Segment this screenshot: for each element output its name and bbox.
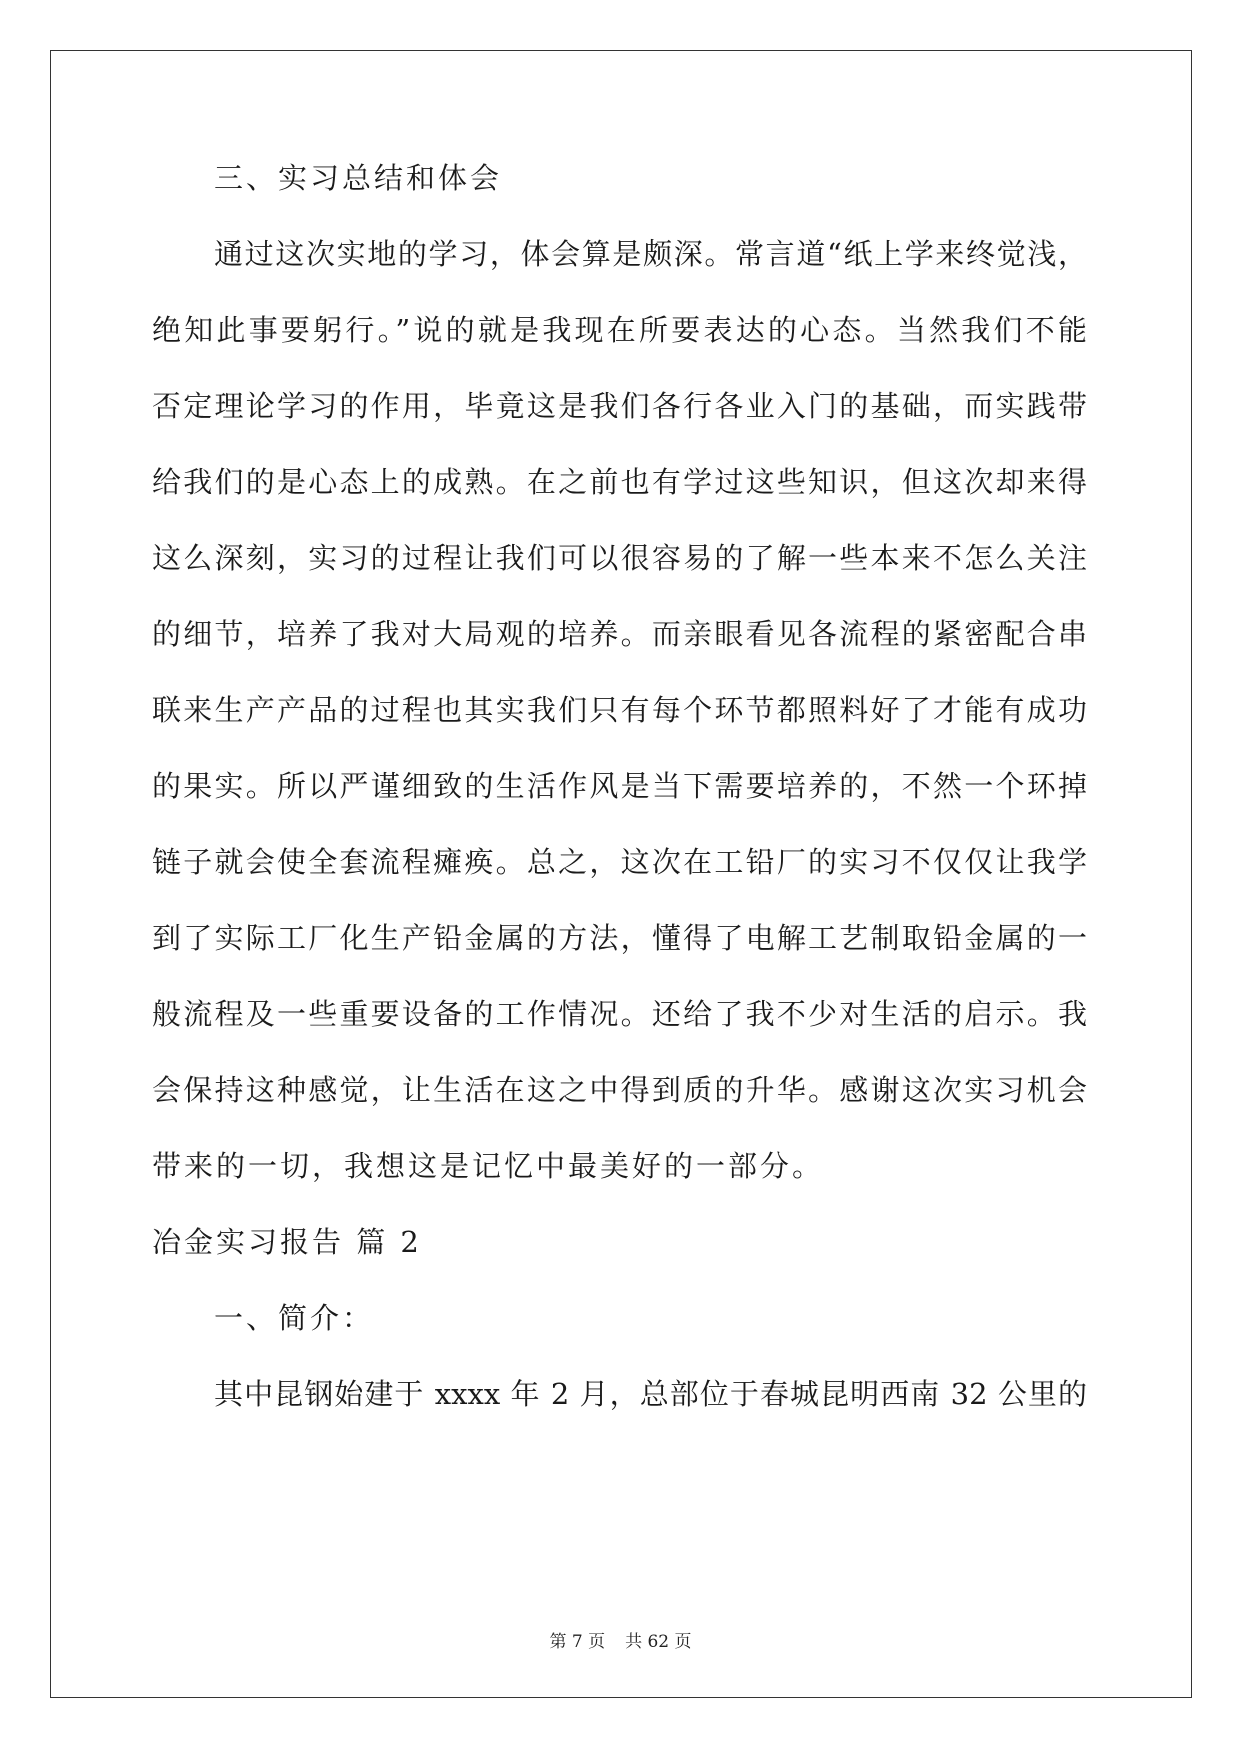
paragraph-line-3: 否定理论学习的作用，毕竟这是我们各行各业入门的基础，而实践带 [152,389,1087,423]
intro-heading: 一、简介： [214,1301,375,1335]
paragraph-line-8: 的果实。所以严谨细致的生活作风是当下需要培养的，不然一个环掉 [152,769,1087,803]
paragraph-line-6: 的细节，培养了我对大局观的培养。而亲眼看见各流程的紧密配合串 [152,617,1087,651]
paragraph-line-9: 链子就会使全套流程瘫痪。总之，这次在工铅厂的实习不仅仅让我学 [152,845,1087,879]
intro-line: 其中昆钢始建于 xxxx 年 2 月，总部位于春城昆明西南 32 公里的 [214,1377,1087,1411]
paragraph-line-4: 给我们的是心态上的成熟。在之前也有学过这些知识，但这次却来得 [152,465,1087,499]
document-body [152,163,1087,1455]
paragraph-line-1: 通过这次实地的学习，体会算是颇深。常言道“纸上学来终觉浅， [214,237,1087,271]
paragraph-line-12: 会保持这种感觉，让生活在这之中得到质的升华。感谢这次实习机会 [152,1073,1087,1107]
page-footer [0,1632,1241,1652]
paragraph-line-7: 联来生产产品的过程也其实我们只有每个环节都照料好了才能有成功 [152,693,1087,727]
paragraph-line-13: 带来的一切，我想这是记忆中最美好的一部分。 [152,1149,825,1183]
paragraph-line-11: 般流程及一些重要设备的工作情况。还给了我不少对生活的启示。我 [152,997,1087,1031]
report-title: 冶金实习报告 篇 2 [152,1225,422,1259]
paragraph-line-2: 绝知此事要躬行。”说的就是我现在所要表达的心态。当然我们不能 [152,313,1087,347]
total-pages-indicator: 共 62 页 [625,1632,692,1652]
current-page-indicator: 第 7 页 [549,1632,606,1652]
paragraph-line-5: 这么深刻，实习的过程让我们可以很容易的了解一些本来不怎么关注 [152,541,1087,575]
paragraph-line-10: 到了实际工厂化生产铅金属的方法，懂得了电解工艺制取铅金属的一 [152,921,1087,955]
section-heading: 三、实习总结和体会 [214,161,503,195]
